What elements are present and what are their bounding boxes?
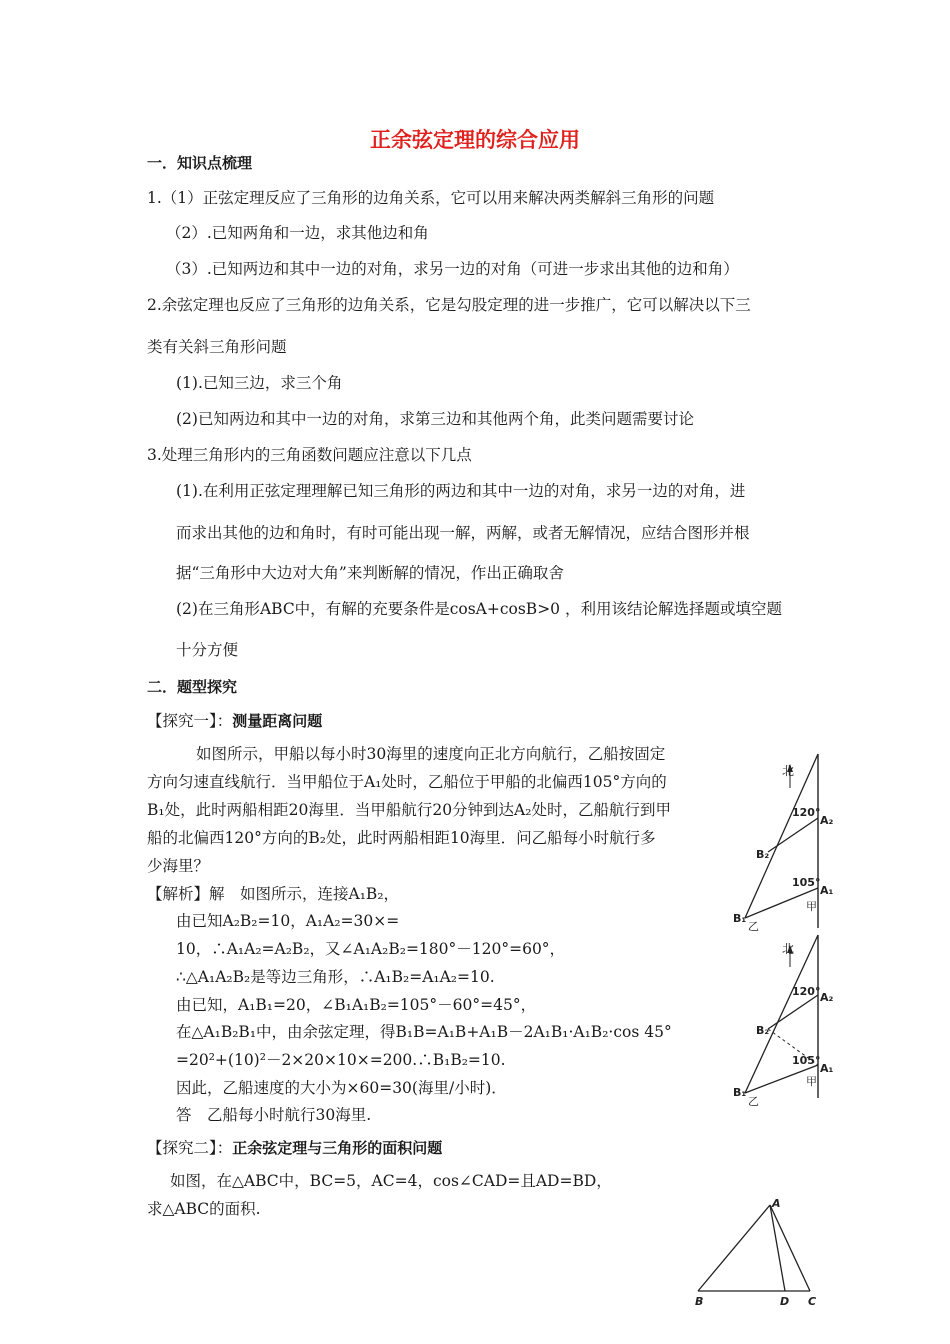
solution-label: 【解析】 — [147, 885, 210, 903]
label-d: D — [780, 1295, 790, 1308]
label-a2: A₂ — [820, 991, 834, 1004]
north-label: 北 — [782, 942, 795, 956]
ship-diagram-2 — [730, 933, 840, 1113]
segment-a2b2 — [768, 818, 818, 852]
ship-yi-label: 乙 — [748, 920, 759, 933]
segment-a2b2 — [768, 995, 818, 1029]
knowledge-line-7: (2)已知两边和其中一边的对角，求第三边和其他两个角，此类问题需要讨论 — [176, 410, 694, 428]
knowledge-line-10: 而求出其他的边和角时，有时可能出现一解，两解，或者无解情况，应结合图形并根 — [176, 524, 750, 542]
angle-105-label: 105° — [792, 1054, 821, 1067]
ex1-problem-line-2: 方向匀速直线航行．当甲船位于A₁处时，乙船位于甲船的北偏西105°方向的 — [147, 773, 667, 791]
ex1-solution-line-3: 10，∴A₁A₂=A₂B₂，又∠A₁A₂B₂=180°－120°=60°， — [176, 940, 566, 958]
ex1-label: 【探究一】： — [147, 712, 233, 730]
ex1-solution-line-7: =20²+(10)²－2×20×10×=200.∴B₁B₂=10. — [176, 1051, 506, 1069]
label-a2: A₂ — [820, 814, 834, 827]
ex1-problem-line-3: B₁处，此时两船相距20海里．当甲船航行20分钟到达A₂处时，乙船航行到甲 — [147, 801, 671, 819]
angle-120-label: 120° — [792, 985, 821, 998]
knowledge-line-12: (2)在三角形ABC中，有解的充要条件是cosA+cosB>0 ，利用该结论解选择题或填空题 — [176, 600, 782, 618]
ex1-topic: 测量距离问题 — [232, 712, 323, 730]
solution-text-1: 解 如图所示，连接A₁B₂， — [209, 885, 400, 903]
label-b: B — [695, 1295, 704, 1308]
ex1-problem-line-1: 如图所示，甲船以每小时30海里的速度向正北方向航行，乙船按固定 — [196, 745, 666, 763]
ex1-solution-line-9: 答 乙船每小时航行30海里. — [176, 1106, 372, 1124]
label-c: C — [808, 1295, 817, 1308]
course-line — [745, 754, 821, 918]
section2-heading: 二．题型探究 — [147, 678, 238, 696]
knowledge-line-4: 2.余弦定理也反应了三角形的边角关系，它是勾股定理的进一步推广，它可以解决以下三 — [147, 296, 751, 314]
angle-120-label: 120° — [792, 806, 821, 819]
ship-jia-label: 甲 — [806, 1075, 817, 1088]
side-ac — [770, 1205, 810, 1291]
ex1-solution-line-1 — [147, 884, 399, 904]
segment-ad — [770, 1205, 785, 1291]
triangle-abc-diagram — [690, 1195, 830, 1313]
knowledge-line-1: 1.（1）正弦定理反应了三角形的边角关系，它可以用来解决两类解斜三角形的问题 — [147, 189, 715, 207]
ship-yi-label: 乙 — [748, 1095, 759, 1108]
knowledge-line-11: 据“三角形中大边对大角”来判断解的情况，作出正确取舍 — [176, 564, 564, 582]
ex2-topic: 正余弦定理与三角形的面积问题 — [232, 1139, 443, 1157]
label-b1: B₁ — [733, 1086, 747, 1099]
knowledge-line-13: 十分方便 — [176, 641, 239, 659]
ex2-heading — [147, 1138, 442, 1158]
ex1-solution-line-8: 因此，乙船速度的大小为×60=30(海里/小时)． — [176, 1079, 507, 1097]
north-label: 北 — [782, 764, 795, 778]
knowledge-line-6: (1).已知三边，求三个角 — [176, 374, 343, 392]
ex1-problem-line-4: 船的北偏西120°方向的B₂处，此时两船相距10海里．问乙船每小时航行多 — [147, 829, 656, 847]
angle-105-label: 105° — [792, 876, 821, 889]
label-a1: A₁ — [820, 1062, 834, 1075]
ex1-heading — [147, 711, 322, 731]
ship-diagram-1 — [730, 748, 840, 938]
ex2-problem-line-1: 如图，在△ABC中，BC=5，AC=4，cos∠CAD=且AD=BD， — [170, 1172, 612, 1190]
ship-jia-label: 甲 — [806, 900, 817, 913]
ex1-solution-line-5: 由已知，A₁B₁=20，∠B₁A₁B₂=105°－60°=45°， — [176, 996, 537, 1014]
label-a1: A₁ — [820, 884, 834, 897]
label-b2: B₂ — [756, 1024, 770, 1037]
ex1-solution-line-2: 由已知A₂B₂=10，A₁A₂=30×= — [176, 912, 400, 930]
label-a: A — [772, 1197, 781, 1210]
ex1-solution-line-6: 在△A₁B₂B₁中，由余弦定理，得B₁B=A₁B+A₁B－2A₁B₁·A₁B₂·cos 45° — [176, 1023, 672, 1041]
knowledge-line-2: （2）.已知两角和一边，求其他边和角 — [166, 224, 429, 242]
ex1-problem-line-5: 少海里？ — [147, 857, 210, 875]
ex2-problem-line-2: 求△ABC的面积. — [147, 1200, 261, 1218]
label-b2: B₂ — [756, 848, 770, 861]
label-b1: B₁ — [733, 912, 747, 925]
knowledge-line-9: (1).在利用正弦定理理解已知三角形的两边和其中一边的对角，求另一边的对角，进 — [176, 482, 746, 500]
side-ab — [698, 1205, 770, 1291]
knowledge-line-8: 3.处理三角形内的三角函数问题应注意以下几点 — [147, 446, 472, 464]
ex2-label: 【探究二】： — [147, 1139, 233, 1157]
knowledge-line-3: （3）.已知两边和其中一边的对角，求另一边的对角（可进一步求出其他的边和角） — [166, 260, 739, 278]
ex1-solution-line-4: ∴△A₁A₂B₂是等边三角形，∴A₁B₂=A₁A₂=10. — [176, 968, 495, 986]
knowledge-line-5: 类有关斜三角形问题 — [147, 338, 287, 356]
section1-heading: 一．知识点梳理 — [147, 154, 253, 172]
page-title: 正余弦定理的综合应用 — [370, 128, 580, 152]
